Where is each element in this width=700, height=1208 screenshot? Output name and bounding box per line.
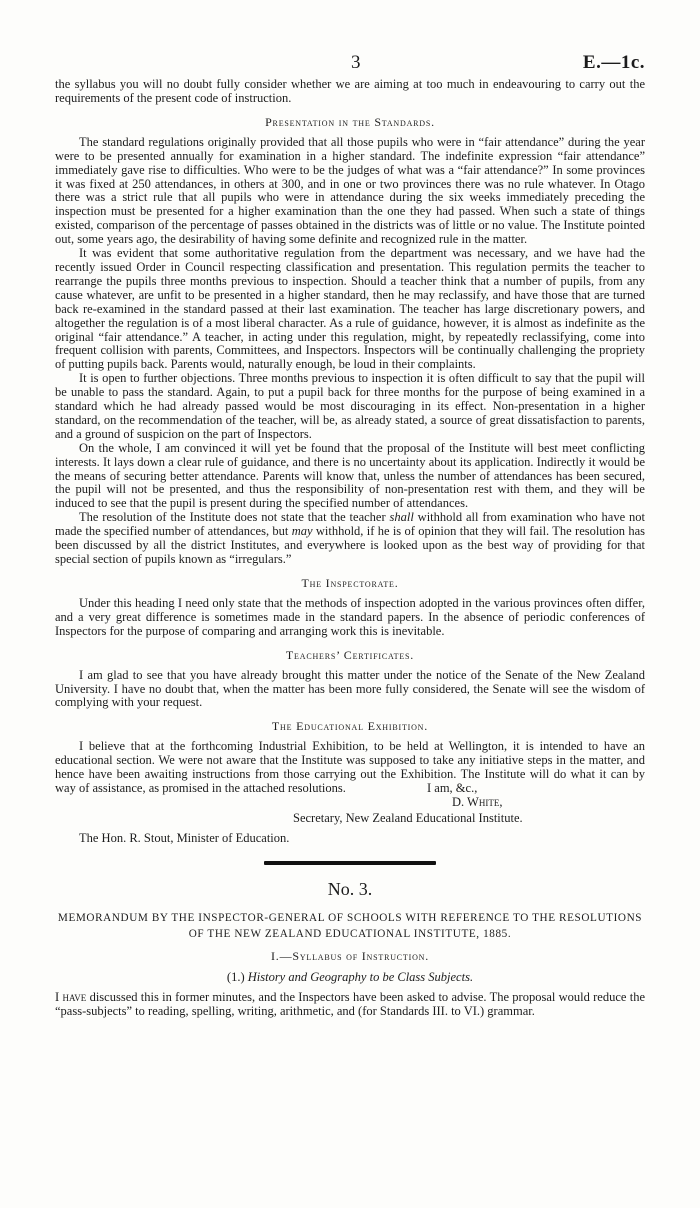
paragraph: [55, 991, 645, 1019]
intro-paragraph: the syllabus you will no doubt fully consider whether we are aiming at too much in endeavouring to carry out the requirements of the present code of instruction.: [55, 77, 645, 105]
signature-name: D. White,: [452, 794, 503, 809]
text-span: withhold all from examination who have not made the specified number of attendances, but: [55, 510, 645, 539]
paragraph: Under this heading I need only state that the methods of inspection adopted in the various provinces often differ, and a very great difference is sometimes made in the standard papers. In the absence of periodic conferences of Inspectors for the purpose of comparing and arranging work this is inevitable.: [55, 595, 645, 638]
page-reference: E.—1c.: [582, 52, 645, 73]
subheading-title: History and Geography to be Class Subjects.: [247, 969, 474, 984]
subheading-history-geography: [55, 970, 645, 985]
text-span: withhold, if he is of opinion that they will fail. The resolution has been discussed by all the district Institutes, and everywhere is looked upon as the best way of providing for that special section of pupils known as “irregulars.”: [55, 524, 646, 566]
paragraph: It is open to further objections. Three months previous to inspection it is often difficult to say that the pupil will be unable to pass the standard. Again, to put a pupil back for three months for the purpose of being examined in a standard which he had already passed would be most discouraging in its effect. Non-presentation in a higher standard, on the recommendation of the teacher, will be, as already stated, a source of great dissatisfaction to parents, and a ground of suspicion on the part of Inspectors.: [55, 371, 645, 441]
text-span: discussed this in former minutes, and the Inspectors have been asked to advise. The proposal would reduce the “pass-subjects” to reading, spelling, writing, arithmetic, and (for Standards III. to VI.) grammar.: [55, 989, 646, 1018]
signature-closing: I am, &c.,: [427, 780, 478, 795]
section-divider: [264, 861, 436, 865]
section-heading-exhibition: The Educational Exhibition.: [271, 719, 429, 734]
paragraph-lead: I have: [55, 989, 87, 1004]
paragraph: The standard regulations originally provided that all those pupils who were in “fair attendance” during the year were to be presented annually for examination in a higher standard. The indefinite expression “fair attendance” immediately gave rise to difficulties. Who were to be the judges of what was a “fair attendance?” In some provinces it was fixed at 250 attendances, in others at 300, and in one or two provinces there was no rule whatever. In Otago there was a strict rule that all pupils who were in attendance during the six weeks immediately preceding the inspection must be presented for a higher examination than the one they had passed. When such a state of things existed, comparison of the percentage of passes obtained in the districts was of little or no value. The Institute pointed out, some years ago, the desirability of having some definite and recognized rule in the matter.: [55, 134, 645, 247]
signature-block: [55, 782, 645, 826]
paragraph: I believe that at the forthcoming Industrial Exhibition, to be held at Wellington, it is intended to have an educational section. We were not aware that the Institute was supposed to take any initiative steps in the matter, and hence have been awaiting instructions from those carrying out the Exhibition. The Institute will do what it can by way of assistance, as promised in the attached resolutions.: [55, 739, 645, 796]
section-heading-certificates: Teachers’ Certificates.: [285, 647, 415, 662]
section-heading-presentation: Presentation in the Standards.: [265, 114, 435, 129]
section-heading-syllabus: I.—Syllabus of Instruction.: [270, 948, 430, 963]
page-header: [55, 0, 645, 78]
emphasis-may: may: [291, 524, 313, 539]
subheading-number: (1.): [226, 969, 245, 984]
paragraph-resolution: [55, 511, 645, 567]
paragraph: It was evident that some authoritative regulation from the department was necessary, and we have had the recently issued Order in Council respecting classification and presentation. This regulation permits the teacher to rearrange the pupils three months previous to inspection. Should a teacher think that a number of pupils, from any cause whatever, are unfit to be presented in a higher standard, then he may reclassify, and have those that are turned back re-examined in the standard passed at their last examination. The teacher has large discretionary powers, and altogether the regulation is of a most liberal character. As a rule of guidance, however, it is almost as indefinite as the original “fair attendance.” A teacher, in acting under this regulation, might, by repeatedly reclassifying, come into frequent collision with parents, Committees, and Inspectors. Inspectors will be continually challenging the propriety of putting pupils back. Parents would, naturally enough, be loud in their complaints.: [55, 246, 645, 372]
section-heading-inspectorate: The Inspectorate.: [301, 575, 399, 590]
page-number: 3: [351, 52, 361, 73]
document-number: No. 3.: [327, 878, 373, 899]
signature-title: Secretary, New Zealand Educational Institute.: [293, 810, 523, 825]
text-span: The resolution of the Institute does not state that the teacher: [79, 510, 390, 525]
addressee: The Hon. R. Stout, Minister of Education.: [79, 830, 290, 845]
memorandum-title: MEMORANDUM BY THE INSPECTOR-GENERAL OF SCHOOLS WITH REFERENCE TO THE RESOLUTIONS OF THE NEW ZEALAND EDUCATIONAL INSTITUTE, 1885.: [57, 911, 643, 940]
paragraph: On the whole, I am convinced it will yet be found that the proposal of the Institute will best meet conflicting interests. It lays down a clear rule of guidance, and there is no uncertainty about its application. Indirectly it would be the means of securing better attendance. Parents will know that, unless the number of attendances has been secured, the pupil will not be presented, and thus the responsibility of non-presentation rest with them, and they will be induced to see that the pupil is present during the specified number of attendances.: [55, 440, 645, 511]
emphasis-shall: shall: [389, 510, 414, 525]
paragraph: I am glad to see that you have already brought this matter under the notice of the Senate of the New Zealand University. I have no doubt that, when the matter has been more fully considered, the Senate will see the wisdom of complying with your request.: [55, 667, 645, 710]
